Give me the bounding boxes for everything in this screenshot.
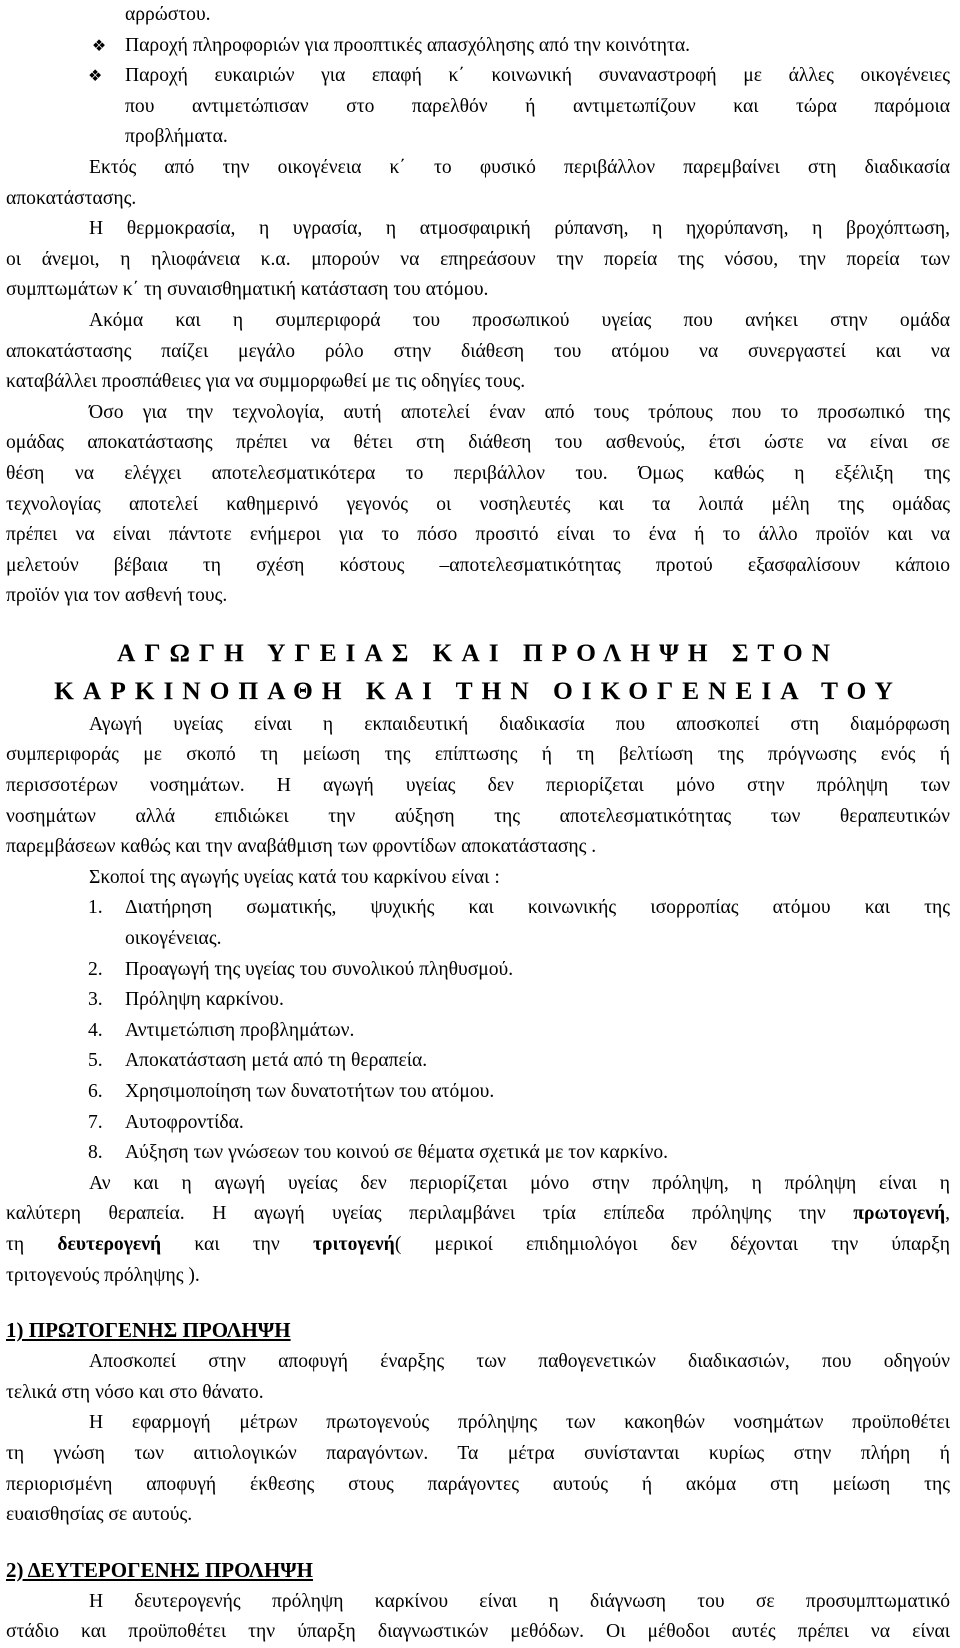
inline-text: ( μερικοί επιδημιολόγοι δεν δέχονται την ύπαρξη <box>394 1233 950 1255</box>
list-item <box>6 1016 950 1047</box>
inline-text: και την <box>161 1233 313 1255</box>
list-text: Αποκατάσταση μετά από τη θεραπεία. <box>125 1050 428 1072</box>
paragraph-line: περισσοτέρων νοσημάτων. Η αγωγή υγείας δεν περιορίζεται μόνο στην πρόληψη των <box>6 775 950 797</box>
paragraph-line: Αποσκοπεί στην αποφυγή έναρξης των παθογενετικών διαδικασιών, που οδηγούν <box>89 1351 950 1373</box>
paragraph-line: Ακόμα και η συμπεριφορά του προσωπικού υγείας που ανήκει στην ομάδα <box>89 309 950 331</box>
list-item <box>6 1138 950 1169</box>
subsection-title <box>6 1313 950 1347</box>
list-number: 4. <box>88 1019 103 1041</box>
list-number: 1. <box>88 897 103 919</box>
subsection-title-text: 1) ΠΡΩΤΟΓΕΝΗΣ ΠΡΟΛΗΨΗ <box>6 1318 291 1343</box>
list-item <box>6 1077 950 1108</box>
paragraph-line: θέση να ελέγχει αποτελεσματικότερα το περιβάλλον του. Όμως καθώς η εξέλιξη της <box>6 462 950 484</box>
paragraph-line: Η θερμοκρασία, η υγρασία, η ατμοσφαιρική ρύπανση, η ηχορύπανση, η βροχόπτωση, <box>89 218 950 240</box>
list-text: Προαγωγή της υγείας του συνολικού πληθυσμού. <box>125 958 514 980</box>
list-text: Διατήρηση σωματικής, ψυχικής και κοινωνικής ισορροπίας ατόμου και της <box>125 897 950 919</box>
list-item <box>6 1108 950 1139</box>
list-number: 5. <box>88 1050 103 1072</box>
paragraph-line: αποκατάστασης. <box>6 187 137 209</box>
subsection-title-text: 2) ΔΕΥΤΕΡΟΓΕΝΗΣ ΠΡΟΛΗΨΗ <box>6 1557 314 1582</box>
list-item <box>6 955 950 986</box>
bullet-text-continued: που αντιμετώπισαν στο παρελθόν ή αντιμετωπίζουν και τώρα παρόμοια <box>125 95 950 117</box>
bullet-text-continued: προβλήματα. <box>125 126 228 148</box>
list-text: Αυτοφροντίδα. <box>125 1111 244 1133</box>
list-number: 6. <box>88 1081 103 1102</box>
paragraph-line: ευαισθησίας σε αυτούς. <box>6 1504 193 1526</box>
bullet-diamond-icon: ❖ <box>91 35 107 55</box>
bullet-diamond-icon: ❖ <box>88 66 103 86</box>
subsection-title <box>6 1553 950 1587</box>
bullet-item <box>6 31 950 62</box>
paragraph-line: Όσο για την τεχνολογία, αυτή αποτελεί έναν από τους τρόπους που το προσωπικό της <box>89 401 950 423</box>
paragraph-line: Εκτός από την οικογένεια κ΄ το φυσικό περιβάλλον παρεμβαίνει στη διαδικασία <box>89 156 950 178</box>
paragraph-line: Η εφαρμογή μέτρων πρωτογενούς πρόληψης των κακοηθών νοσημάτων προϋποθέτει <box>89 1412 950 1434</box>
bold-term: δευτερογενή <box>57 1233 162 1255</box>
paragraph-line: καταβάλλει προσπάθειες για να συμμορφωθεί με τις οδηγίες τους. <box>6 371 526 393</box>
list-text: Αντιμετώπιση προβλημάτων. <box>125 1019 355 1041</box>
paragraph-line: πρέπει να είναι πάντοτε ενήμεροι για το πόσο προσιτό είναι το ένα ή το άλλο προϊόν και να <box>6 524 950 546</box>
list-number: 2. <box>88 958 103 980</box>
list-text: Πρόληψη καρκίνου. <box>125 989 284 1011</box>
paragraph-line: μελετούν βέβαια τη σχέση κόστους –αποτελεσματικότητας προτού εξασφαλίσουν κάποιο <box>6 554 950 576</box>
paragraph-line: περιορισμένη αποφυγή έκθεσης στους παράγοντες αυτούς ή ακόμα στη μείωση της <box>6 1473 950 1495</box>
paragraph-line: Η δευτερογενής πρόληψη καρκίνου είναι η διάγνωση του σε προσυμπτωματικό <box>89 1590 950 1612</box>
paragraph-line: συμπτωμάτων κ΄ τη συναισθηματική κατάσταση του ατόμου. <box>6 279 489 301</box>
paragraph-line: αποκατάστασης παίζει μεγάλο ρόλο στην διάθεση του ατόμου να συνεργαστεί και να <box>6 340 950 362</box>
paragraph-line: τη γνώση των αιτιολογικών παραγόντων. Τα μέτρα συνίστανται κυρίως στην πλήρη ή <box>6 1442 950 1464</box>
list-text: Αύξηση των γνώσεων του κοινού σε θέματα σχετικά με τον καρκίνο. <box>125 1142 669 1164</box>
bold-term: τριτογενή <box>312 1233 395 1255</box>
paragraph-line <box>6 1230 950 1261</box>
paragraph-line: συμπεριφοράς με σκοπό τη μείωση της επίπτωσης ή τη βελτίωση της πρόγνωσης ενός ή <box>6 744 950 766</box>
list-number: 3. <box>88 989 103 1011</box>
bullet-item <box>6 61 950 92</box>
section-heading: ΚΑΡΚΙΝΟΠΑΘΗ ΚΑΙ ΤΗΝ ΟΙΚΟΓΕΝΕΙΑ ΤΟΥ <box>54 675 902 705</box>
section-heading: ΑΓΩΓΗ ΥΓΕΙΑΣ ΚΑΙ ΠΡΟΛΗΨΗ ΣΤΟΝ <box>116 637 839 667</box>
list-number: 7. <box>88 1111 103 1133</box>
list-intro: Σκοποί της αγωγής υγείας κατά του καρκίνου είναι : <box>89 866 500 888</box>
paragraph-line: νοσημάτων αλλά επιδιώκει την αύξηση της αποτελεσματικότητας των θεραπευτικών <box>6 805 950 827</box>
continued-text: αρρώστου. <box>125 4 211 25</box>
paragraph-line <box>6 1199 950 1230</box>
paragraph-line: Αγωγή υγείας είναι η εκπαιδευτική διαδικασία που αποσκοπεί στη διαμόρφωση <box>89 713 950 735</box>
inline-text: , <box>945 1203 950 1225</box>
paragraph-line: τεχνολογίας αποτελεί καθημερινό γεγονός οι νοσηλευτές και τα λοιπά μέλη της ομάδας <box>6 493 950 515</box>
list-item <box>6 893 950 924</box>
paragraph-line: προϊόν για τον ασθενή τους. <box>6 585 228 607</box>
bullet-text: Παροχή ευκαιριών για επαφή κ΄ κοινωνική συναναστροφή με άλλες οικογένειες <box>125 65 950 87</box>
bold-term: πρωτογενή <box>853 1203 946 1225</box>
inline-text: τη <box>6 1233 58 1255</box>
list-text: Χρησιμοποίηση των δυνατοτήτων του ατόμου. <box>125 1081 495 1102</box>
paragraph-line: τριτογενούς πρόληψης ). <box>6 1264 200 1286</box>
paragraph-line: τελικά στη νόσο και στο θάνατο. <box>6 1381 264 1403</box>
document-page <box>6 0 950 1648</box>
list-item <box>6 1046 950 1077</box>
paragraph-line: οι άνεμοι, η ηλιοφάνεια κ.α. μπορούν να επηρεάσουν την πορεία της νόσου, την πορεία των <box>6 248 950 270</box>
paragraph-line: στάδιο και προϋποθέτει την ύπαρξη διαγνωστικών μεθόδων. Οι μέθοδοι αυτές πρέπει να είναι <box>6 1621 950 1643</box>
list-text-continued: οικογένειας. <box>125 928 222 950</box>
paragraph-line: ομάδας αποκατάστασης πρέπει να θέτει στη διάθεση του ασθενούς, έτσι ώστε να είναι σε <box>6 432 950 454</box>
bullet-text: Παροχή πληροφοριών για προοπτικές απασχόλησης από την κοινότητα. <box>125 34 690 56</box>
paragraph-line: Αν και η αγωγή υγείας δεν περιορίζεται μόνο στην πρόληψη, η πρόληψη είναι η <box>89 1172 950 1194</box>
inline-text: καλύτερη θεραπεία. Η αγωγή υγείας περιλαμβάνει τρία επίπεδα πρόληψης την <box>6 1203 854 1225</box>
list-number: 8. <box>88 1142 103 1164</box>
list-item <box>6 985 950 1016</box>
paragraph-line: παρεμβάσεων καθώς και την αναβάθμιση των φροντίδων αποκατάστασης . <box>6 836 597 858</box>
